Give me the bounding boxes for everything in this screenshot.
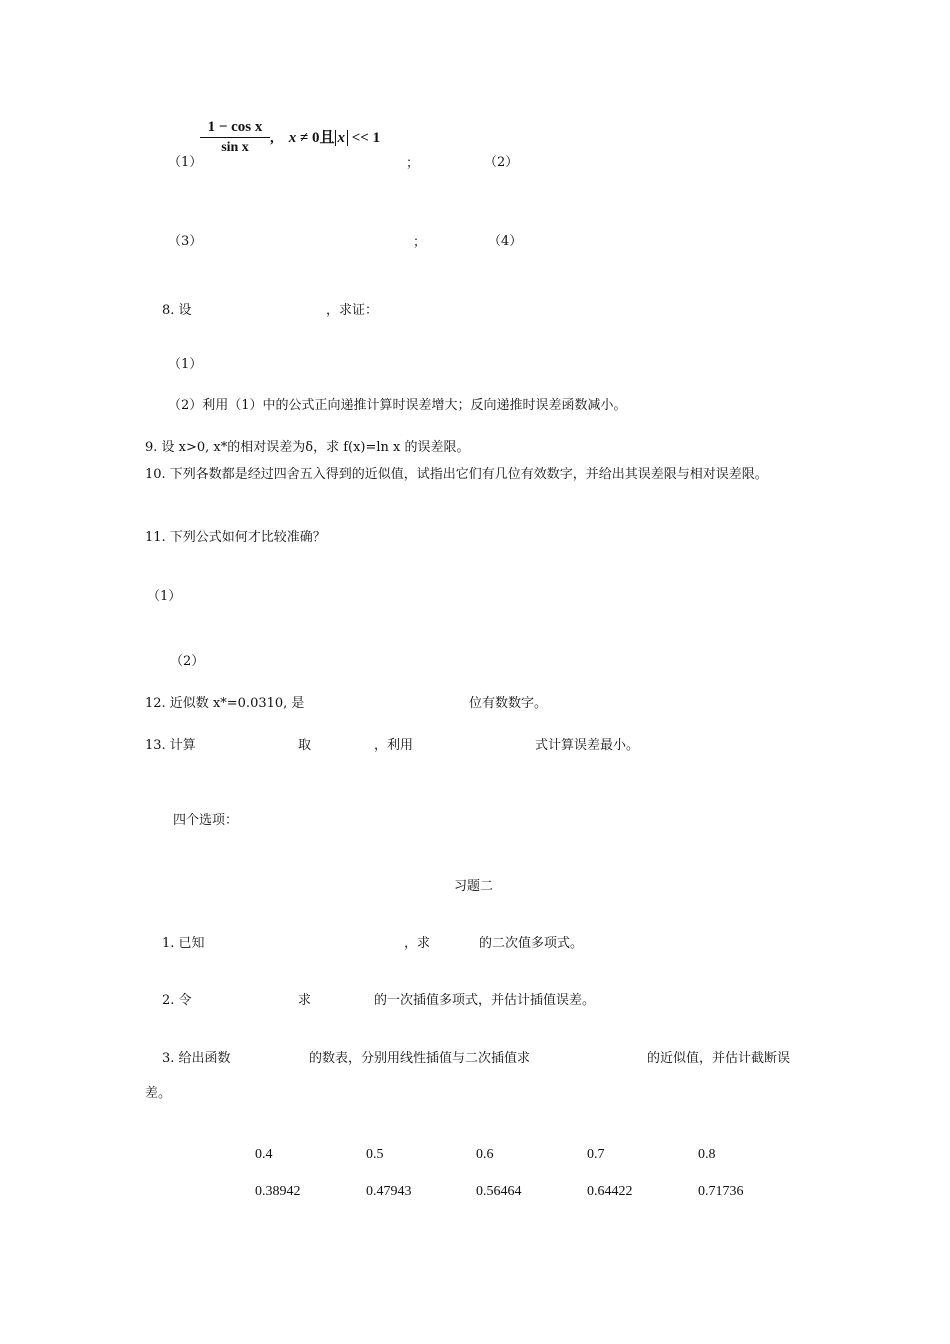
question-13-start: 13. 计算 <box>145 738 196 753</box>
table-y-cell: 0.71736 <box>698 1184 744 1199</box>
table-x-cell: 0.8 <box>698 1147 716 1162</box>
fraction <box>198 118 272 157</box>
fraction-numerator: 1 − cos x <box>207 119 263 135</box>
table-y-cell: 0.56464 <box>476 1184 522 1199</box>
question-8-part-1: （1） <box>168 357 203 372</box>
table-y-cell: 0.47943 <box>366 1184 412 1199</box>
separator-2: ； <box>413 235 427 250</box>
question-9: 9. 设 x>0, x*的相对误差为δ，求 f(x)=ln x 的误差限。 <box>145 440 470 455</box>
question-13-end: 式计算误差最小。 <box>535 738 640 753</box>
exercise-3-end: 的近似值，并估计截断误 <box>647 1051 791 1066</box>
question-13-use: ，利用 <box>374 738 414 753</box>
item-1-label: （1） <box>168 155 203 170</box>
question-11-part-1: （1） <box>147 589 182 604</box>
question-12-start: 12. 近似数 x*=0.0310, 是 <box>145 696 305 711</box>
question-11: 11. 下列公式如何才比较准确？ <box>145 530 326 545</box>
exercise-1-end: 的二次值多项式。 <box>479 936 584 951</box>
item-4-label: （4） <box>488 234 523 249</box>
cond-neq: ≠ 0 <box>296 130 320 146</box>
condition <box>270 129 380 147</box>
question-12-end: 位有数数字。 <box>469 696 548 711</box>
table-x-cell: 0.7 <box>587 1147 605 1162</box>
exercise-1-mid: ，求 <box>404 936 431 951</box>
exercise-3-start: 3. 给出函数 <box>162 1051 231 1066</box>
exercise-2-end: 的一次插值多项式，并估计插值误差。 <box>374 993 596 1008</box>
exercise-3-wrap: 差。 <box>145 1086 172 1101</box>
question-10: 10. 下列各数都是经过四舍五入得到的近似值，试指出它们有几位有效数字，并给出其误差限与相对误差限。 <box>145 467 768 482</box>
exercise-1-start: 1. 已知 <box>162 936 205 951</box>
chapter-title: 习题二 <box>454 879 494 894</box>
item-3-label: （3） <box>168 234 203 249</box>
cond-abs-x: x <box>337 130 345 146</box>
exercise-2-mid: 求 <box>298 993 312 1008</box>
table-y-cell: 0.64422 <box>587 1184 633 1199</box>
question-8: 8. 设 <box>162 303 192 318</box>
item-2-label: （2） <box>484 155 519 170</box>
exercise-2-start: 2. 令 <box>162 993 192 1008</box>
cond-ll: << 1 <box>348 130 381 146</box>
fraction-denominator: sin x <box>221 140 249 155</box>
cond-and: 且 <box>319 130 335 146</box>
formula-block <box>198 118 428 168</box>
formula-comma: , <box>270 130 274 146</box>
cond-x: x <box>288 130 297 146</box>
table-x-cell: 0.6 <box>476 1147 494 1162</box>
question-8-part-2: （2）利用（1）中的公式正向递推计算时误差增大；反向递推时误差函数减小。 <box>168 398 627 413</box>
table-x-cell: 0.5 <box>366 1147 384 1162</box>
exercise-3-mid: 的数表，分别用线性插值与二次插值求 <box>309 1051 531 1066</box>
table-y-cell: 0.38942 <box>255 1184 301 1199</box>
question-8-end: ，求证： <box>326 303 379 318</box>
options-label: 四个选项： <box>173 813 239 828</box>
question-13-take: 取 <box>298 738 312 753</box>
table-x-cell: 0.4 <box>255 1147 273 1162</box>
question-11-part-2: （2） <box>170 654 205 669</box>
cond-abs <box>335 130 349 146</box>
fraction-bar <box>200 137 270 138</box>
separator-1: ； <box>406 156 420 171</box>
